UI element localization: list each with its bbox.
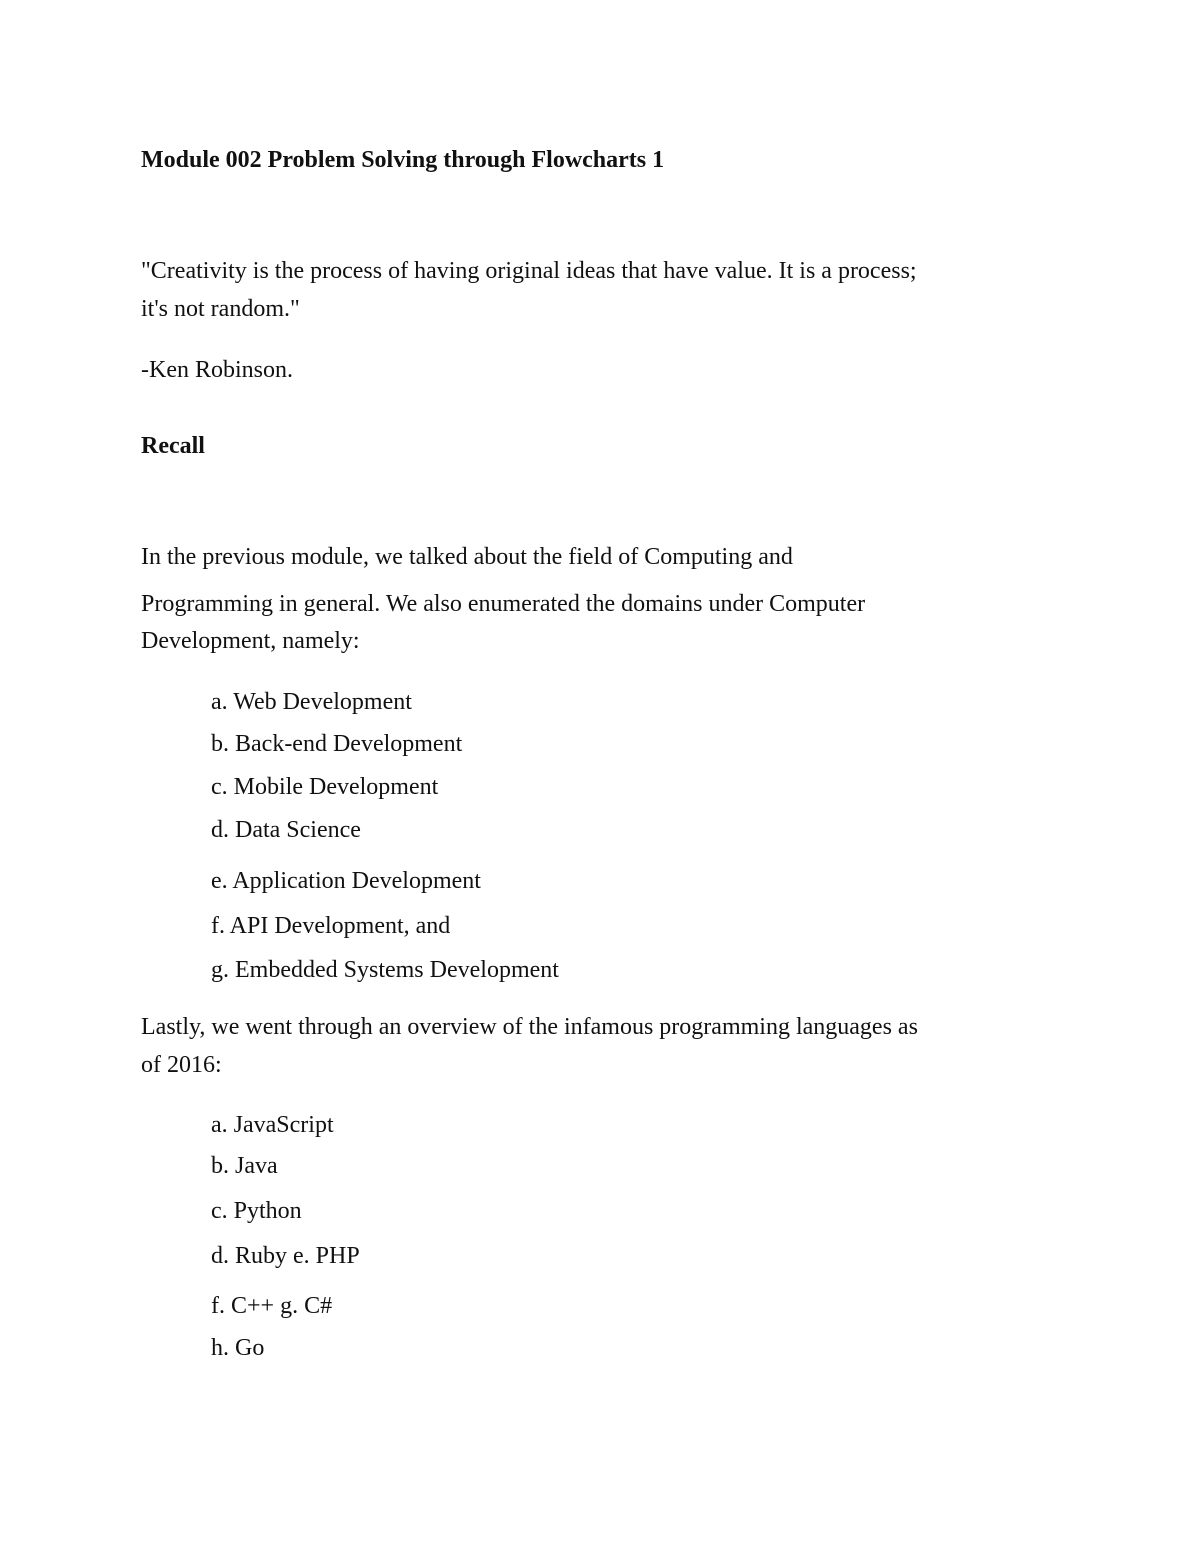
language-list-item: f. C++ g. C# bbox=[211, 1293, 333, 1319]
domain-list-item: d. Data Science bbox=[211, 817, 361, 843]
language-list-item: h. Go bbox=[211, 1335, 265, 1361]
languages-intro-line-1: Lastly, we went through an overview of the infamous programming languages as bbox=[141, 1014, 918, 1040]
domain-list-item: a. Web Development bbox=[211, 689, 412, 715]
quote-line-1: "Creativity is the process of having original ideas that have value. It is a process; bbox=[141, 258, 917, 284]
recall-heading: Recall bbox=[141, 433, 205, 459]
language-list-item: a. JavaScript bbox=[211, 1112, 334, 1138]
language-list-item: b. Java bbox=[211, 1153, 278, 1179]
domain-list-item: b. Back-end Development bbox=[211, 731, 463, 757]
intro-line-2: Programming in general. We also enumerated the domains under Computer bbox=[141, 591, 866, 617]
language-list-item: d. Ruby e. PHP bbox=[211, 1243, 360, 1269]
domain-list-item: g. Embedded Systems Development bbox=[211, 957, 559, 983]
language-list-item: c. Python bbox=[211, 1198, 302, 1224]
page-title: Module 002 Problem Solving through Flowcharts 1 bbox=[141, 147, 665, 173]
languages-intro-line-2: of 2016: bbox=[141, 1052, 222, 1078]
intro-line-1: In the previous module, we talked about the field of Computing and bbox=[141, 544, 793, 570]
intro-line-3: Development, namely: bbox=[141, 628, 360, 654]
quote-attribution: -Ken Robinson. bbox=[141, 357, 293, 383]
quote-line-2: it's not random." bbox=[141, 296, 300, 322]
domain-list-item: c. Mobile Development bbox=[211, 774, 439, 800]
domain-list-item: f. API Development, and bbox=[211, 913, 451, 939]
domain-list-item: e. Application Development bbox=[211, 868, 481, 894]
